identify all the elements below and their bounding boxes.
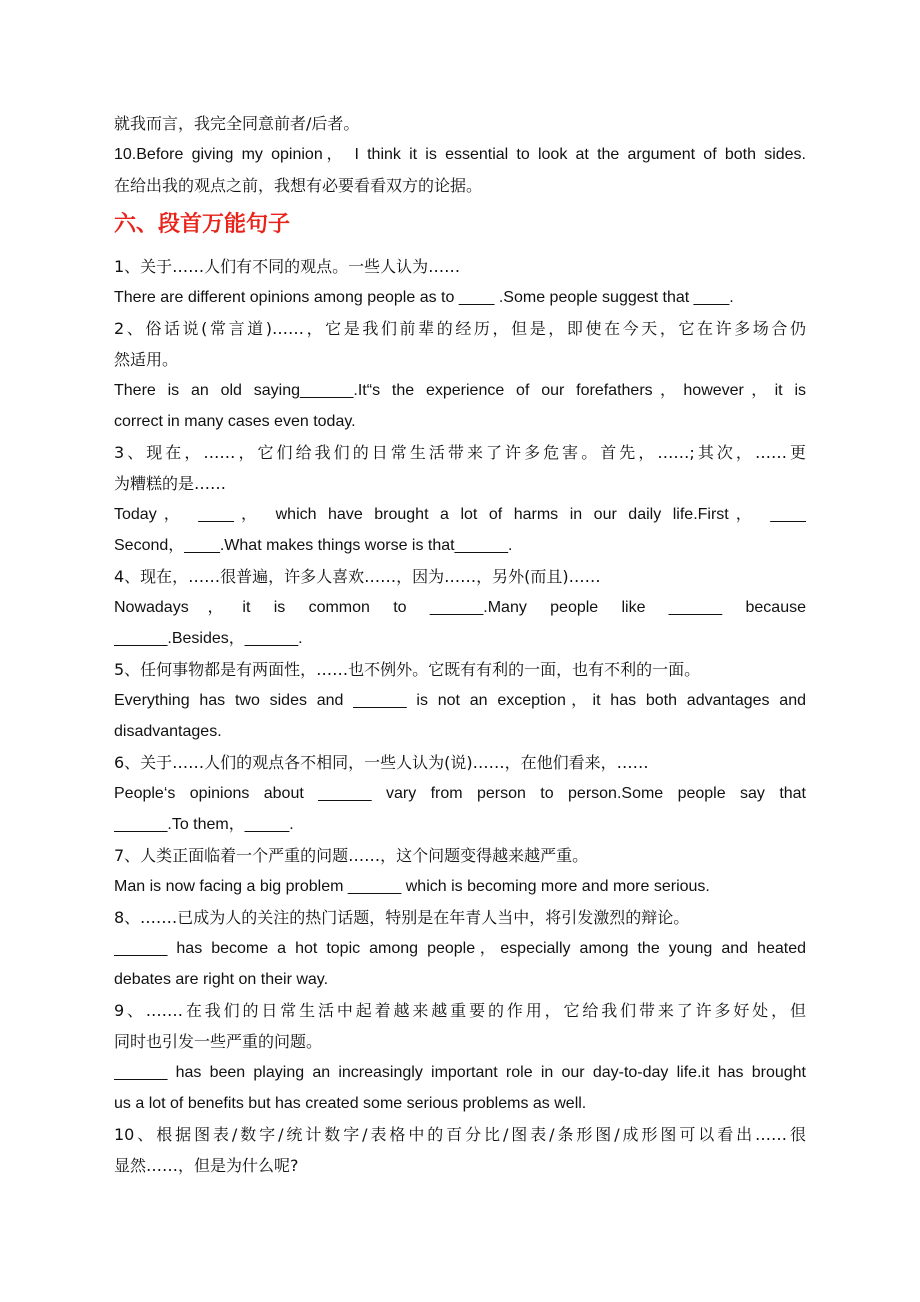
item-9-zh-line-2: 同时也引发一些严重的问题。 [114,1032,323,1051]
item-2-en-line-1: There is an old saying______.It“s the experience of our forefathers，however，it is [114,382,806,399]
item-3-en-line-1: Today， ____， which have brought a lot of harms in our daily life.First， ____ [114,506,806,523]
item-5-en-line-1: Everything has two sides and ______ is not an exception，it has both advantages and [114,692,806,709]
item-2-zh-line-2: 然适用。 [114,350,179,369]
item-3-zh-line-2: 为糟糕的是…… [114,474,227,493]
item-1-en-line-1: There are different opinions among people as to ____ .Some people suggest that ____. [114,289,734,306]
item-9-en-line-2: us a lot of benefits but has created some serious problems as well. [114,1095,587,1112]
item-6-zh-line-1: 6、关于……人们的观点各不相同，一些人认为(说)……，在他们看来，…… [114,753,649,772]
intro-line-3: 在给出我的观点之前，我想有必要看看双方的论据。 [114,176,483,195]
item-7-en-line-1: Man is now facing a big problem ______ which is becoming more and more serious. [114,878,710,895]
item-9-zh-line-1: 9、.……在我们的日常生活中起着越来越重要的作用，它给我们带来了许多好处，但 [114,1001,806,1020]
item-3-zh-line-1: 3、现在，……，它们给我们的日常生活带来了许多危害。首先，……;其次，……更 [114,443,806,462]
item-4-en-line-2: ______.Besides，______. [114,630,303,647]
section-heading: 六、段首万能句子 [114,212,291,237]
item-1-zh-line-1: 1、关于……人们有不同的观点。一些人认为…… [114,257,461,276]
document-page [114,108,806,1181]
item-3-en-line-2: Second，____.What makes things worse is that______. [114,537,513,554]
intro-line-1: 就我而言，我完全同意前者/后者。 [114,114,360,133]
intro-line-2: 10.Before giving my opinion， I think it is essential to look at the argument of both sides. [114,146,806,163]
item-10-zh-line-1: 10、根据图表/数字/统计数字/表格中的百分比/图表/条形图/成形图可以看出……很 [114,1125,806,1144]
item-6-en-line-1: People‘s opinions about ______ vary from person to person.Some people say that [114,785,806,802]
item-5-en-line-2: disadvantages. [114,723,222,740]
item-8-zh-line-1: 8、.……已成为人的关注的热门话题，特别是在年青人当中，将引发激烈的辩论。 [114,908,690,927]
item-4-zh-line-1: 4、现在，……很普遍，许多人喜欢……，因为……，另外(而且)…… [114,567,601,586]
item-2-en-line-2: correct in many cases even today. [114,413,356,430]
item-7-zh-line-1: 7、人类正面临着一个严重的问题……，这个问题变得越来越严重。 [114,846,589,865]
item-5-zh-line-1: 5、任何事物都是有两面性，……也不例外。它既有有利的一面，也有不利的一面。 [114,660,701,679]
item-4-en-line-1: Nowadays，it is common to ______.Many people like ______ because [114,599,806,616]
item-6-en-line-2: ______.To them，_____. [114,816,294,833]
item-10-zh-line-2: 显然……，但是为什么呢? [114,1156,299,1175]
item-8-en-line-1: ______ has become a hot topic among people，especially among the young and heated [114,940,806,957]
item-9-en-line-1: ______ has been playing an increasingly important role in our day-to-day life.it has brought [114,1064,806,1081]
item-2-zh-line-1: 2、俗话说(常言道)……，它是我们前辈的经历，但是，即使在今天，它在许多场合仍 [114,319,806,338]
item-8-en-line-2: debates are right on their way. [114,971,329,988]
